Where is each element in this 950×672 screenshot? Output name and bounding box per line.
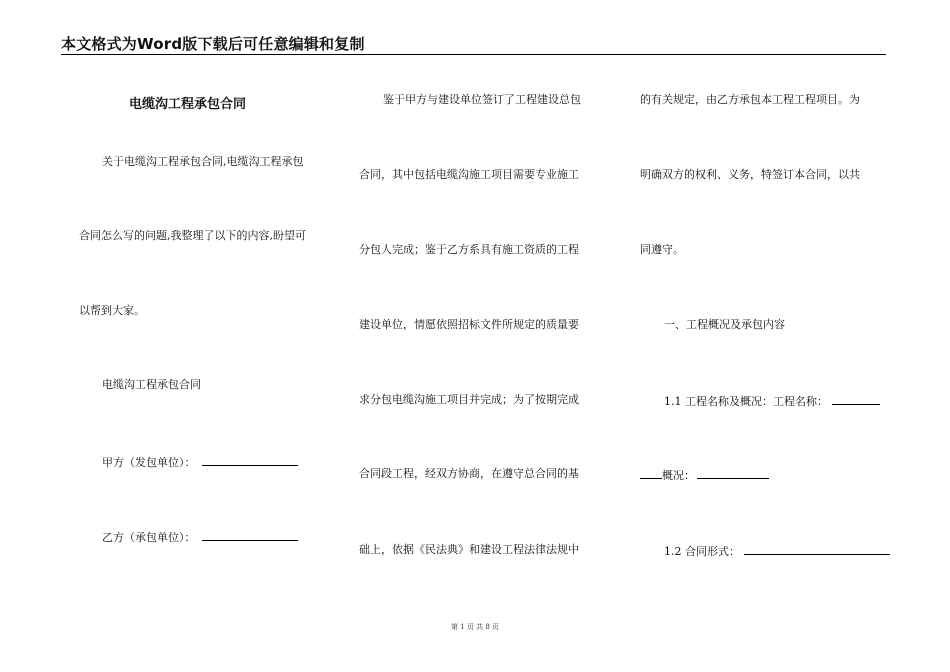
document-header-title: 本文格式为Word版下载后可任意编辑和复制 bbox=[61, 35, 365, 53]
contract-title: 电缆沟工程承包合同 bbox=[129, 97, 247, 112]
overview-line bbox=[640, 467, 769, 483]
col1-line-4: 电缆沟工程承包合同 bbox=[102, 378, 201, 391]
col2-line-7: 础上，依据《民法典》和建设工程法律法规中 bbox=[359, 543, 579, 556]
col2-line-6: 合同段工程，经双方协商，在遵守总合同的基 bbox=[359, 467, 579, 480]
section-heading-1: 一、工程概况及承包内容 bbox=[664, 318, 785, 331]
overview-lead-blank bbox=[640, 467, 662, 479]
col2-line-2: 合同，其中包括电缆沟施工项目需要专业施工 bbox=[359, 168, 579, 181]
col3-line-1: 的有关规定，由乙方承包本工程工程项目。为 bbox=[640, 93, 860, 106]
project-name-blank bbox=[832, 393, 880, 405]
page-number: 第 1 页 共 8 页 bbox=[450, 623, 500, 631]
col1-line-3: 以帮到大家。 bbox=[79, 304, 145, 317]
party-a-blank bbox=[202, 454, 298, 466]
contract-form-label: 1.2 合同形式： bbox=[664, 545, 740, 558]
project-name-line bbox=[664, 393, 880, 409]
overview-blank bbox=[697, 467, 769, 479]
col3-line-2: 明确双方的权利、义务，特签订本合同，以共 bbox=[640, 168, 860, 181]
col2-line-3: 分包人完成；鉴于乙方系具有施工资质的工程 bbox=[359, 243, 579, 256]
col1-line-1: 关于电缆沟工程承包合同,电缆沟工程承包 bbox=[102, 155, 304, 168]
contract-form-line bbox=[664, 543, 890, 559]
col2-line-1: 鉴于甲方与建设单位签订了工程建设总包 bbox=[383, 93, 581, 106]
overview-label: 概况： bbox=[662, 469, 695, 482]
project-name-label: 1.1 工程名称及概况：工程名称： bbox=[664, 395, 828, 408]
party-b-line bbox=[102, 529, 298, 545]
col2-line-5: 求分包电缆沟施工项目并完成；为了按期完成 bbox=[359, 393, 579, 406]
party-a-line bbox=[102, 454, 298, 470]
party-a-label: 甲方（发包单位）： bbox=[102, 456, 196, 469]
col2-line-4: 建设单位，情愿依照招标文件所规定的质量要 bbox=[359, 318, 579, 331]
col3-line-3: 同遵守。 bbox=[640, 243, 684, 256]
party-b-blank bbox=[202, 529, 298, 541]
header-divider bbox=[61, 54, 886, 55]
contract-form-blank bbox=[744, 543, 890, 555]
col1-line-2: 合同怎么写的问题,我整理了以下的内容,盼望可 bbox=[79, 229, 306, 242]
party-b-label: 乙方（承包单位）： bbox=[102, 531, 196, 544]
